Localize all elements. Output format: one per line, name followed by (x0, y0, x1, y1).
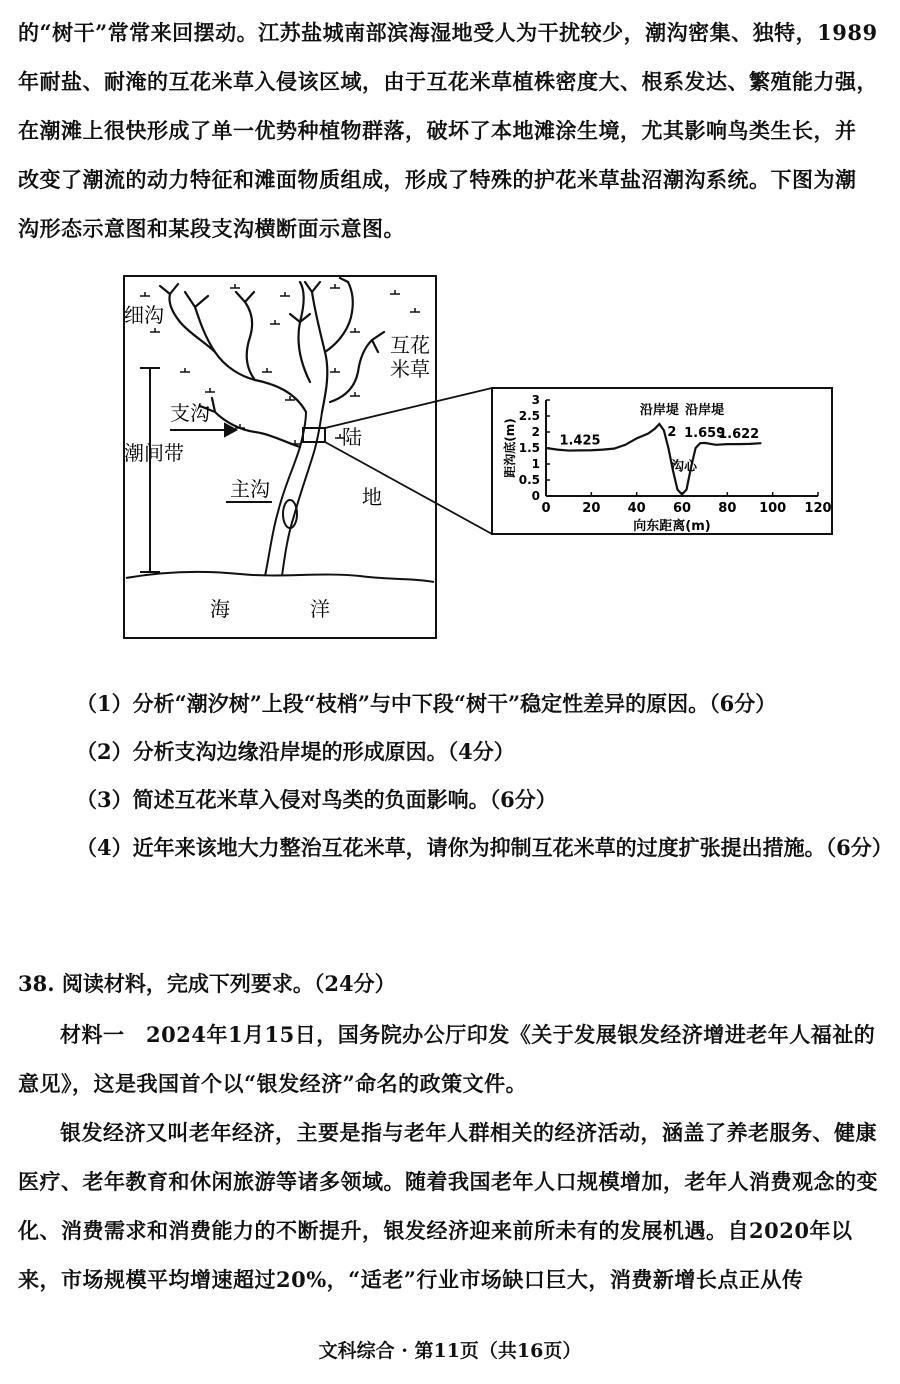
connector-line (325, 442, 492, 534)
intro-line: 改变了潮流的动力特征和滩面物质组成，形成了特殊的护花米草盐沼潮沟系统。下图为潮 (18, 167, 857, 192)
material1-label: 材料一 (60, 1022, 125, 1047)
x-tick-label: 40 (627, 501, 646, 516)
page-footer: 文科综合 · 第11页（共16页） (318, 1340, 582, 1362)
x-tick-label: 120 (804, 501, 832, 516)
annotation-label: 沿岸堤 (685, 403, 725, 418)
shoreline (126, 572, 434, 582)
annotation-label: 2 (667, 425, 677, 440)
y-tick-label: 0 (531, 489, 540, 503)
material1-text: 2024年1月15日，国务院办公厅印发《关于发展银发经济增进老年人福祉的意见》，这是我国首个以“银发经济”命名的政策文件。 (18, 1022, 876, 1096)
intro-line: 的“树干”常常来回摆动。江苏盐城南部滨海湿地受人为干扰较少，潮沟密集、独特，1989 (18, 20, 878, 45)
intro-line: 沟形态示意图和某段支沟横断面示意图。 (18, 216, 405, 241)
intro-paragraph (18, 8, 884, 253)
label-zhigou: 支沟 (170, 401, 210, 425)
y-tick-label: 0.5 (518, 473, 540, 487)
cross-section-chart (502, 393, 832, 534)
x-tick-label: 80 (718, 501, 737, 516)
question-3: （3）简述互花米草入侵对鸟类的负面影响。（6分） (76, 787, 557, 812)
annotation-label: 1.659 (684, 425, 726, 441)
annotation-label: 沟心 (670, 459, 698, 475)
y-tick-label: 1 (531, 457, 540, 471)
annotation-label: 沿岸堤 (639, 403, 679, 418)
zhigou-arrow (170, 424, 236, 436)
question-2: （2）分析支沟边缘沿岸堤的形成原因。（4分） (76, 739, 515, 764)
connector-line (325, 388, 492, 428)
x-tick-label: 20 (582, 501, 601, 516)
label-yang: 洋 (310, 597, 330, 621)
y-tick-label: 1.5 (518, 441, 540, 455)
y-axis-label: 距沟底(m) (503, 418, 517, 478)
intro-line: 年耐盐、耐淹的互花米草入侵该区域，由于互花米草植株密度大、根系发达、繁殖能力强， (18, 69, 878, 94)
tidal-creek-figure (0, 272, 900, 652)
annotation-label: 1.425 (559, 433, 601, 449)
x-axis-label: 向东距离(m) (633, 519, 711, 534)
question-4: （4）近年来该地大力整治互花米草，请你为抑制互花米草的过度扩张提出措施。（6分） (76, 835, 893, 860)
question-1: （1）分析“潮汐树”上段“枝梢”与中下段“树干”稳定性差异的原因。（6分） (76, 691, 777, 716)
annotation-label: 1.622 (718, 427, 760, 443)
section-box (303, 428, 325, 442)
q38-title: 38. 阅读材料，完成下列要求。（24分） (18, 971, 396, 996)
y-tick-label: 2.5 (518, 409, 540, 423)
x-tick-label: 0 (541, 501, 551, 516)
label-hhmc-2: 米草 (390, 357, 430, 381)
x-tick-label: 100 (759, 501, 787, 516)
label-zhugou: 主沟 (230, 477, 270, 501)
label-lu: 陆 (342, 425, 362, 449)
label-hai: 海 (210, 597, 230, 621)
y-tick-label: 2 (531, 425, 540, 439)
label-chaojiandai: 潮间带 (124, 441, 184, 465)
label-hhmc-1: 互花 (390, 333, 430, 357)
q38-material (18, 1010, 884, 1304)
intro-line: 在潮滩上很快形成了单一优势种植物群落，破坏了本地滩涂生境，尤其影响鸟类生长，并 (18, 118, 857, 143)
label-di: 地 (362, 485, 382, 509)
x-tick-label: 60 (672, 501, 692, 516)
material1-paragraph2: 银发经济又叫老年经济，主要是指与老年人群相关的经济活动，涵盖了养老服务、健康医疗、老年教育和休闲旅游等诸多领域。随着我国老年人口规模增加，老年人消费观念的变化、消费需求和消费能力的不断提升，银发经济迎来前所未有的发展机遇。自2020年以来，市场规模平均增速超过20%，“适老”行业市场缺口巨大，消费新增长点正从传 (18, 1120, 878, 1292)
intertidal-indicator (140, 368, 160, 572)
label-xigou: 细沟 (124, 303, 164, 327)
y-tick-label: 3 (531, 393, 540, 407)
